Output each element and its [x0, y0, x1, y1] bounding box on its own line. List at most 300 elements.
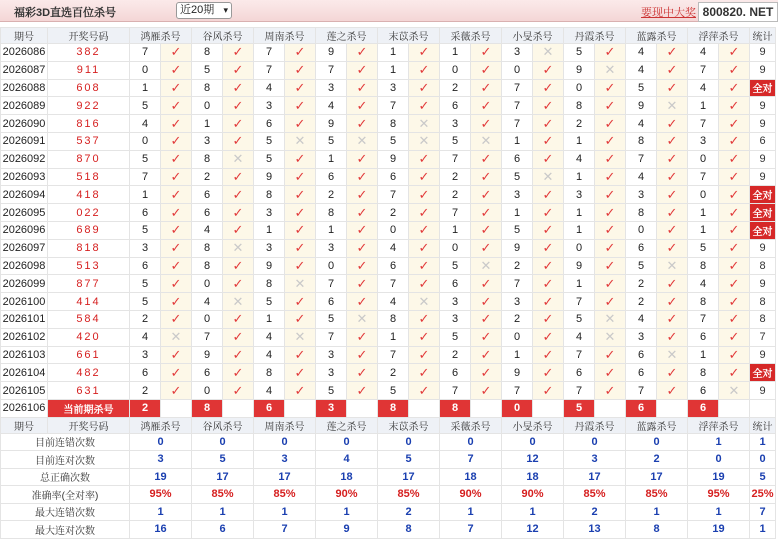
kill-value: 8	[378, 310, 409, 328]
table-row	[1, 239, 776, 257]
stats-value: 18	[316, 468, 378, 486]
kill-value: 2	[626, 293, 657, 311]
check-icon: ✓	[161, 382, 192, 400]
stats-value: 19	[688, 468, 750, 486]
cross-icon: ✕	[595, 61, 626, 79]
check-icon: ✓	[347, 382, 378, 400]
check-icon: ✓	[657, 79, 688, 97]
kill-value: 2	[130, 310, 161, 328]
kill-value: 7	[502, 275, 533, 293]
draw-number: 877	[48, 275, 130, 293]
chevron-down-icon: ▾	[223, 5, 228, 15]
cross-icon: ✕	[595, 310, 626, 328]
header-method: 蓝露杀号	[626, 417, 688, 433]
predicted-kill-number: 5	[564, 399, 595, 417]
top-bar	[0, 0, 778, 22]
stats-label: 目前连错次数	[1, 433, 130, 451]
kill-value: 8	[626, 132, 657, 150]
kill-value: 2	[440, 79, 471, 97]
cross-icon: ✕	[161, 328, 192, 346]
kill-value: 4	[626, 310, 657, 328]
kill-value: 8	[254, 186, 285, 204]
check-icon: ✓	[285, 382, 316, 400]
predicted-kill-number: 2	[130, 399, 161, 417]
kill-value: 8	[192, 150, 223, 168]
kill-value: 5	[316, 382, 347, 400]
kill-value: 5	[564, 44, 595, 62]
stats-value: 0	[130, 433, 192, 451]
kill-value: 1	[502, 204, 533, 222]
kill-value: 6	[378, 257, 409, 275]
kill-value: 6	[626, 239, 657, 257]
kill-value: 0	[192, 310, 223, 328]
check-icon: ✓	[471, 275, 502, 293]
check-icon: ✓	[223, 168, 254, 186]
header-row	[1, 28, 776, 44]
kill-value: 3	[378, 79, 409, 97]
kill-value: 0	[688, 186, 719, 204]
hit-count: 9	[750, 44, 776, 62]
check-icon: ✓	[719, 132, 750, 150]
issue-number: 2026094	[1, 186, 48, 204]
stats-value: 0	[626, 433, 688, 451]
stats-value: 0	[688, 451, 750, 469]
table-row	[1, 328, 776, 346]
draw-number: 022	[48, 204, 130, 222]
issue-number: 2026089	[1, 97, 48, 115]
header-stat: 统计	[750, 417, 776, 433]
check-icon: ✓	[347, 293, 378, 311]
kill-value: 7	[502, 382, 533, 400]
check-icon: ✓	[285, 257, 316, 275]
kill-value: 8	[688, 293, 719, 311]
draw-number: 537	[48, 132, 130, 150]
kill-value: 1	[378, 44, 409, 62]
check-icon: ✓	[657, 204, 688, 222]
check-icon: ✓	[471, 97, 502, 115]
kill-value: 7	[440, 204, 471, 222]
stats-value: 12	[502, 521, 564, 539]
stats-value: 1	[440, 503, 502, 521]
check-icon: ✓	[409, 204, 440, 222]
check-icon: ✓	[409, 364, 440, 382]
kill-value: 6	[564, 364, 595, 382]
kill-value: 1	[564, 204, 595, 222]
kill-value: 7	[316, 275, 347, 293]
kill-value: 9	[254, 257, 285, 275]
kill-value: 8	[192, 44, 223, 62]
check-icon: ✓	[471, 221, 502, 239]
draw-number: 816	[48, 115, 130, 133]
hit-count: 9	[750, 97, 776, 115]
kill-value: 5	[564, 310, 595, 328]
kill-value: 5	[192, 61, 223, 79]
stats-row	[1, 451, 776, 469]
check-icon: ✓	[347, 221, 378, 239]
kill-value: 4	[192, 293, 223, 311]
cross-icon: ✕	[657, 257, 688, 275]
draw-number: 818	[48, 239, 130, 257]
kill-value: 6	[192, 186, 223, 204]
kill-value: 5	[626, 79, 657, 97]
stats-side-value: 0	[750, 451, 776, 469]
stats-value: 3	[564, 451, 626, 469]
kill-value: 6	[316, 293, 347, 311]
kill-value: 7	[564, 382, 595, 400]
kill-value: 1	[254, 221, 285, 239]
stats-value: 1	[254, 503, 316, 521]
stats-value: 5	[378, 451, 440, 469]
check-icon: ✓	[347, 328, 378, 346]
header-method: 小旻杀号	[502, 417, 564, 433]
check-icon: ✓	[471, 239, 502, 257]
draw-number: 513	[48, 257, 130, 275]
check-icon: ✓	[285, 346, 316, 364]
issue-number: 2026092	[1, 150, 48, 168]
check-icon: ✓	[533, 382, 564, 400]
kill-value: 8	[192, 257, 223, 275]
kill-value: 9	[502, 364, 533, 382]
stats-value: 3	[254, 451, 316, 469]
check-icon: ✓	[285, 61, 316, 79]
period-select[interactable]	[176, 2, 232, 19]
table-row	[1, 275, 776, 293]
issue-number: 2026104	[1, 364, 48, 382]
check-icon: ✓	[533, 186, 564, 204]
check-icon: ✓	[223, 204, 254, 222]
check-icon: ✓	[223, 275, 254, 293]
check-icon: ✓	[347, 186, 378, 204]
check-icon: ✓	[533, 204, 564, 222]
draw-number: 584	[48, 310, 130, 328]
stats-side-value: 5	[750, 468, 776, 486]
kill-value: 4	[564, 150, 595, 168]
stats-value: 90%	[440, 486, 502, 504]
check-icon: ✓	[719, 328, 750, 346]
page-title: 福彩3D直选百位杀号	[14, 7, 117, 19]
kill-value: 6	[130, 364, 161, 382]
blank-cell	[719, 399, 750, 417]
promo-link[interactable]: 要现中大奖	[641, 7, 696, 19]
stats-label: 准确率(全对率)	[1, 486, 130, 504]
check-icon: ✓	[285, 364, 316, 382]
stats-value: 9	[316, 521, 378, 539]
check-icon: ✓	[595, 239, 626, 257]
stats-label: 目前连对次数	[1, 451, 130, 469]
kill-value: 1	[688, 221, 719, 239]
kill-value: 3	[130, 346, 161, 364]
kill-value: 7	[378, 346, 409, 364]
check-icon: ✓	[595, 97, 626, 115]
kill-value: 7	[688, 310, 719, 328]
kill-value: 1	[192, 115, 223, 133]
cross-icon: ✕	[657, 346, 688, 364]
check-icon: ✓	[161, 364, 192, 382]
cross-icon: ✕	[223, 150, 254, 168]
kill-value: 7	[688, 115, 719, 133]
check-icon: ✓	[285, 150, 316, 168]
check-icon: ✓	[347, 79, 378, 97]
blank-cell	[750, 399, 776, 417]
kill-value: 2	[440, 168, 471, 186]
cross-icon: ✕	[347, 310, 378, 328]
check-icon: ✓	[347, 275, 378, 293]
check-icon: ✓	[161, 186, 192, 204]
header-method: 周南杀号	[254, 417, 316, 433]
kill-value: 3	[254, 239, 285, 257]
kill-value: 7	[626, 382, 657, 400]
kill-value: 8	[688, 364, 719, 382]
check-icon: ✓	[595, 44, 626, 62]
stats-value: 85%	[626, 486, 688, 504]
check-icon: ✓	[223, 364, 254, 382]
check-icon: ✓	[285, 115, 316, 133]
issue-number: 2026098	[1, 257, 48, 275]
check-icon: ✓	[719, 239, 750, 257]
check-icon: ✓	[719, 364, 750, 382]
kill-value: 5	[440, 328, 471, 346]
kill-value: 3	[316, 79, 347, 97]
check-icon: ✓	[719, 257, 750, 275]
stats-value: 18	[502, 468, 564, 486]
kill-value: 8	[378, 115, 409, 133]
check-icon: ✓	[533, 239, 564, 257]
check-icon: ✓	[161, 132, 192, 150]
kill-value: 7	[502, 97, 533, 115]
kill-value: 1	[440, 221, 471, 239]
check-icon: ✓	[471, 186, 502, 204]
header-method: 末苡杀号	[378, 28, 440, 44]
check-icon: ✓	[409, 168, 440, 186]
kill-value: 3	[316, 346, 347, 364]
table-row	[1, 132, 776, 150]
check-icon: ✓	[533, 61, 564, 79]
all-correct-badge: 全对	[750, 221, 776, 239]
check-icon: ✓	[285, 44, 316, 62]
header-method: 浮萍杀号	[688, 28, 750, 44]
kill-value: 5	[688, 239, 719, 257]
kill-value: 4	[254, 346, 285, 364]
kill-value: 5	[130, 275, 161, 293]
check-icon: ✓	[347, 239, 378, 257]
check-icon: ✓	[471, 115, 502, 133]
stats-side-value: 25%	[750, 486, 776, 504]
kill-value: 1	[130, 79, 161, 97]
check-icon: ✓	[657, 168, 688, 186]
check-icon: ✓	[719, 186, 750, 204]
kill-value: 4	[688, 275, 719, 293]
kill-value: 9	[502, 239, 533, 257]
check-icon: ✓	[161, 61, 192, 79]
check-icon: ✓	[657, 310, 688, 328]
check-icon: ✓	[223, 382, 254, 400]
issue-number: 2026095	[1, 204, 48, 222]
issue-number: 2026105	[1, 382, 48, 400]
table-row	[1, 364, 776, 382]
kill-value: 1	[688, 204, 719, 222]
kill-value: 4	[626, 61, 657, 79]
check-icon: ✓	[409, 310, 440, 328]
check-icon: ✓	[409, 382, 440, 400]
header-method: 采薇杀号	[440, 28, 502, 44]
kill-value: 9	[254, 168, 285, 186]
blank-cell	[223, 399, 254, 417]
header-stat: 统计	[750, 28, 776, 44]
kill-value: 0	[502, 61, 533, 79]
kill-value: 4	[316, 97, 347, 115]
stats-side-value: 7	[750, 503, 776, 521]
draw-number: 420	[48, 328, 130, 346]
stats-row	[1, 433, 776, 451]
check-icon: ✓	[719, 275, 750, 293]
stats-value: 85%	[192, 486, 254, 504]
check-icon: ✓	[719, 44, 750, 62]
check-icon: ✓	[471, 364, 502, 382]
hit-count: 9	[750, 275, 776, 293]
check-icon: ✓	[161, 168, 192, 186]
check-icon: ✓	[533, 328, 564, 346]
blank-cell	[595, 399, 626, 417]
kill-value: 7	[564, 346, 595, 364]
kill-value: 5	[254, 293, 285, 311]
header-method: 丹霞杀号	[564, 417, 626, 433]
check-icon: ✓	[347, 150, 378, 168]
check-icon: ✓	[161, 310, 192, 328]
table-row	[1, 293, 776, 311]
table-row	[1, 44, 776, 62]
cross-icon: ✕	[409, 132, 440, 150]
stats-value: 1	[688, 503, 750, 521]
check-icon: ✓	[595, 346, 626, 364]
cross-icon: ✕	[223, 239, 254, 257]
kill-value: 7	[564, 293, 595, 311]
table-row	[1, 150, 776, 168]
check-icon: ✓	[719, 150, 750, 168]
kill-value: 0	[130, 132, 161, 150]
kill-value: 0	[316, 257, 347, 275]
draw-number: 518	[48, 168, 130, 186]
kill-value: 4	[626, 115, 657, 133]
kill-value: 3	[626, 186, 657, 204]
hit-count: 9	[750, 382, 776, 400]
stats-value: 7	[440, 521, 502, 539]
check-icon: ✓	[595, 79, 626, 97]
check-icon: ✓	[161, 257, 192, 275]
check-icon: ✓	[471, 44, 502, 62]
header-method: 采薇杀号	[440, 417, 502, 433]
issue-number: 2026103	[1, 346, 48, 364]
kill-number-table	[0, 27, 776, 539]
stats-value: 0	[316, 433, 378, 451]
check-icon: ✓	[595, 364, 626, 382]
kill-value: 0	[688, 150, 719, 168]
check-icon: ✓	[161, 150, 192, 168]
kill-value: 4	[688, 79, 719, 97]
check-icon: ✓	[719, 310, 750, 328]
stats-value: 0	[192, 433, 254, 451]
kill-value: 7	[378, 97, 409, 115]
stats-value: 1	[502, 503, 564, 521]
kill-value: 4	[254, 328, 285, 346]
stats-value: 85%	[564, 486, 626, 504]
kill-value: 2	[502, 310, 533, 328]
issue-number: 2026088	[1, 79, 48, 97]
check-icon: ✓	[657, 221, 688, 239]
site-watermark: 800820. NET	[698, 2, 778, 22]
kill-value: 2	[130, 382, 161, 400]
predicted-kill-number: 6	[626, 399, 657, 417]
kill-value: 5	[130, 293, 161, 311]
kill-value: 5	[378, 132, 409, 150]
check-icon: ✓	[719, 346, 750, 364]
stats-value: 13	[564, 521, 626, 539]
stats-value: 2	[626, 451, 688, 469]
cross-icon: ✕	[719, 382, 750, 400]
current-label: 当前期杀号	[48, 399, 130, 417]
check-icon: ✓	[533, 364, 564, 382]
check-icon: ✓	[409, 150, 440, 168]
kill-value: 7	[502, 79, 533, 97]
table-row	[1, 346, 776, 364]
table-row	[1, 257, 776, 275]
draw-number: 414	[48, 293, 130, 311]
check-icon: ✓	[347, 257, 378, 275]
cross-icon: ✕	[409, 115, 440, 133]
kill-value: 0	[378, 221, 409, 239]
predicted-kill-number: 0	[502, 399, 533, 417]
kill-value: 7	[192, 328, 223, 346]
check-icon: ✓	[223, 186, 254, 204]
kill-value: 9	[564, 257, 595, 275]
check-icon: ✓	[471, 382, 502, 400]
kill-value: 2	[192, 168, 223, 186]
kill-value: 4	[254, 382, 285, 400]
kill-value: 5	[316, 310, 347, 328]
kill-value: 7	[378, 275, 409, 293]
kill-value: 7	[688, 168, 719, 186]
check-icon: ✓	[223, 79, 254, 97]
stats-value: 1	[192, 503, 254, 521]
kill-value: 6	[440, 275, 471, 293]
draw-number: 689	[48, 221, 130, 239]
all-correct-badge: 全对	[750, 364, 776, 382]
draw-number: 922	[48, 97, 130, 115]
header-method: 浮萍杀号	[688, 417, 750, 433]
header-method: 谷风杀号	[192, 417, 254, 433]
stats-side-value: 1	[750, 521, 776, 539]
check-icon: ✓	[595, 382, 626, 400]
kill-value: 6	[192, 364, 223, 382]
kill-value: 6	[130, 257, 161, 275]
draw-number: 911	[48, 61, 130, 79]
stats-value: 95%	[130, 486, 192, 504]
kill-value: 5	[130, 97, 161, 115]
draw-number: 661	[48, 346, 130, 364]
issue-number: 2026086	[1, 44, 48, 62]
kill-value: 1	[440, 44, 471, 62]
check-icon: ✓	[533, 115, 564, 133]
cross-icon: ✕	[409, 293, 440, 311]
kill-value: 3	[254, 97, 285, 115]
check-icon: ✓	[657, 275, 688, 293]
check-icon: ✓	[471, 168, 502, 186]
cross-icon: ✕	[657, 97, 688, 115]
kill-value: 6	[254, 115, 285, 133]
blank-cell	[657, 399, 688, 417]
check-icon: ✓	[595, 275, 626, 293]
kill-value: 7	[254, 44, 285, 62]
stats-row	[1, 486, 776, 504]
